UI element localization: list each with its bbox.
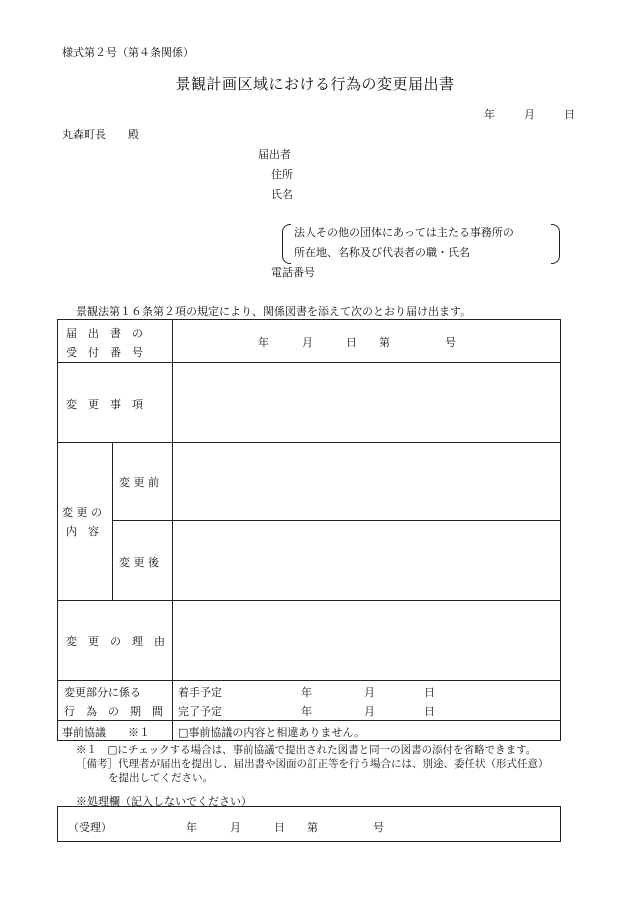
address-label: 住所 — [271, 168, 293, 181]
remark-line2: を提出してください。 — [108, 772, 213, 784]
change-item-field[interactable] — [174, 364, 558, 440]
start-day[interactable]: 日 — [424, 686, 435, 699]
consultation-checkbox[interactable]: □事前協議の内容と相違ありません。 — [178, 726, 366, 739]
period-label-line2: 行 為 の 期 間 — [64, 705, 163, 718]
receipt-number-field[interactable]: 年 月 日 第 号 — [258, 336, 456, 349]
received-number: 年 月 日 第 号 — [186, 821, 384, 834]
submission-date — [484, 106, 575, 122]
received-label: （受理） — [68, 821, 112, 834]
remark-line1: ［備考］代理者が届出を提出し、届出書や図面の訂正等を行う場合には、別途、委任状（形式任意） — [76, 758, 549, 770]
date-month-label: 月 — [524, 108, 535, 121]
page-title: 景観計画区域における行為の変更届出書 — [175, 75, 455, 93]
before-change-label: 変 更 前 — [119, 476, 159, 489]
start-year[interactable]: 年 — [301, 686, 312, 699]
start-month[interactable]: 月 — [364, 686, 375, 699]
date-day-label: 日 — [564, 108, 575, 121]
processing-section-label: ※処理欄（記入しないでください） — [76, 795, 252, 808]
row-divider — [58, 442, 560, 443]
corporate-note-line1: 法人その他の団体にあっては主たる事務所の — [294, 226, 514, 239]
notifier-label: 届出者 — [258, 148, 291, 161]
after-change-label: 変 更 後 — [119, 556, 159, 569]
period-label-line1: 変更部分に係る — [64, 686, 141, 699]
row-divider — [112, 520, 560, 521]
corporate-note — [294, 223, 514, 263]
note-1: ※１ □にチェックする場合は、事前協議で提出された図書と同一の図書の添付を省略できます。 — [76, 744, 537, 756]
reason-field[interactable] — [174, 602, 558, 678]
row-divider — [58, 362, 560, 363]
date-year-label: 年 — [484, 108, 495, 121]
end-year[interactable]: 年 — [301, 705, 312, 718]
consultation-label: 事前協議 ※１ — [62, 726, 150, 739]
change-content-label-line2: 内 容 — [66, 525, 99, 538]
reason-label: 変 更 の 理 由 — [66, 635, 165, 648]
receipt-label-line1: 届 出 書 の — [66, 327, 143, 340]
change-notification-table — [57, 319, 561, 741]
column-divider — [172, 320, 173, 740]
lead-text: 景観法第１６条第２項の規定により、関係図書を添えて次のとおり届け出ます。 — [76, 305, 472, 318]
phone-label: 電話番号 — [271, 266, 315, 279]
row-divider — [58, 680, 560, 681]
end-month[interactable]: 月 — [364, 705, 375, 718]
end-day[interactable]: 日 — [424, 705, 435, 718]
bracket-left — [282, 224, 291, 264]
before-change-field[interactable] — [174, 444, 558, 518]
form-number: 様式第２号（第４条関係） — [62, 46, 194, 59]
row-divider — [58, 600, 560, 601]
corporate-note-line2: 所在地、名称及び代表者の職・氏名 — [294, 246, 470, 259]
start-date-label: 着手予定 — [178, 686, 222, 699]
row-divider — [58, 720, 560, 721]
processing-box — [57, 806, 561, 842]
column-divider — [112, 442, 113, 600]
after-change-field[interactable] — [174, 522, 558, 598]
bracket-right — [551, 224, 560, 264]
change-content-label-line1: 変 更 の — [62, 506, 102, 519]
addressee: 丸森町長 殿 — [62, 128, 139, 141]
receipt-label-line2: 受 付 番 号 — [66, 346, 143, 359]
change-item-label: 変 更 事 項 — [66, 398, 143, 411]
name-label: 氏名 — [271, 188, 293, 201]
end-date-label: 完了予定 — [178, 705, 222, 718]
